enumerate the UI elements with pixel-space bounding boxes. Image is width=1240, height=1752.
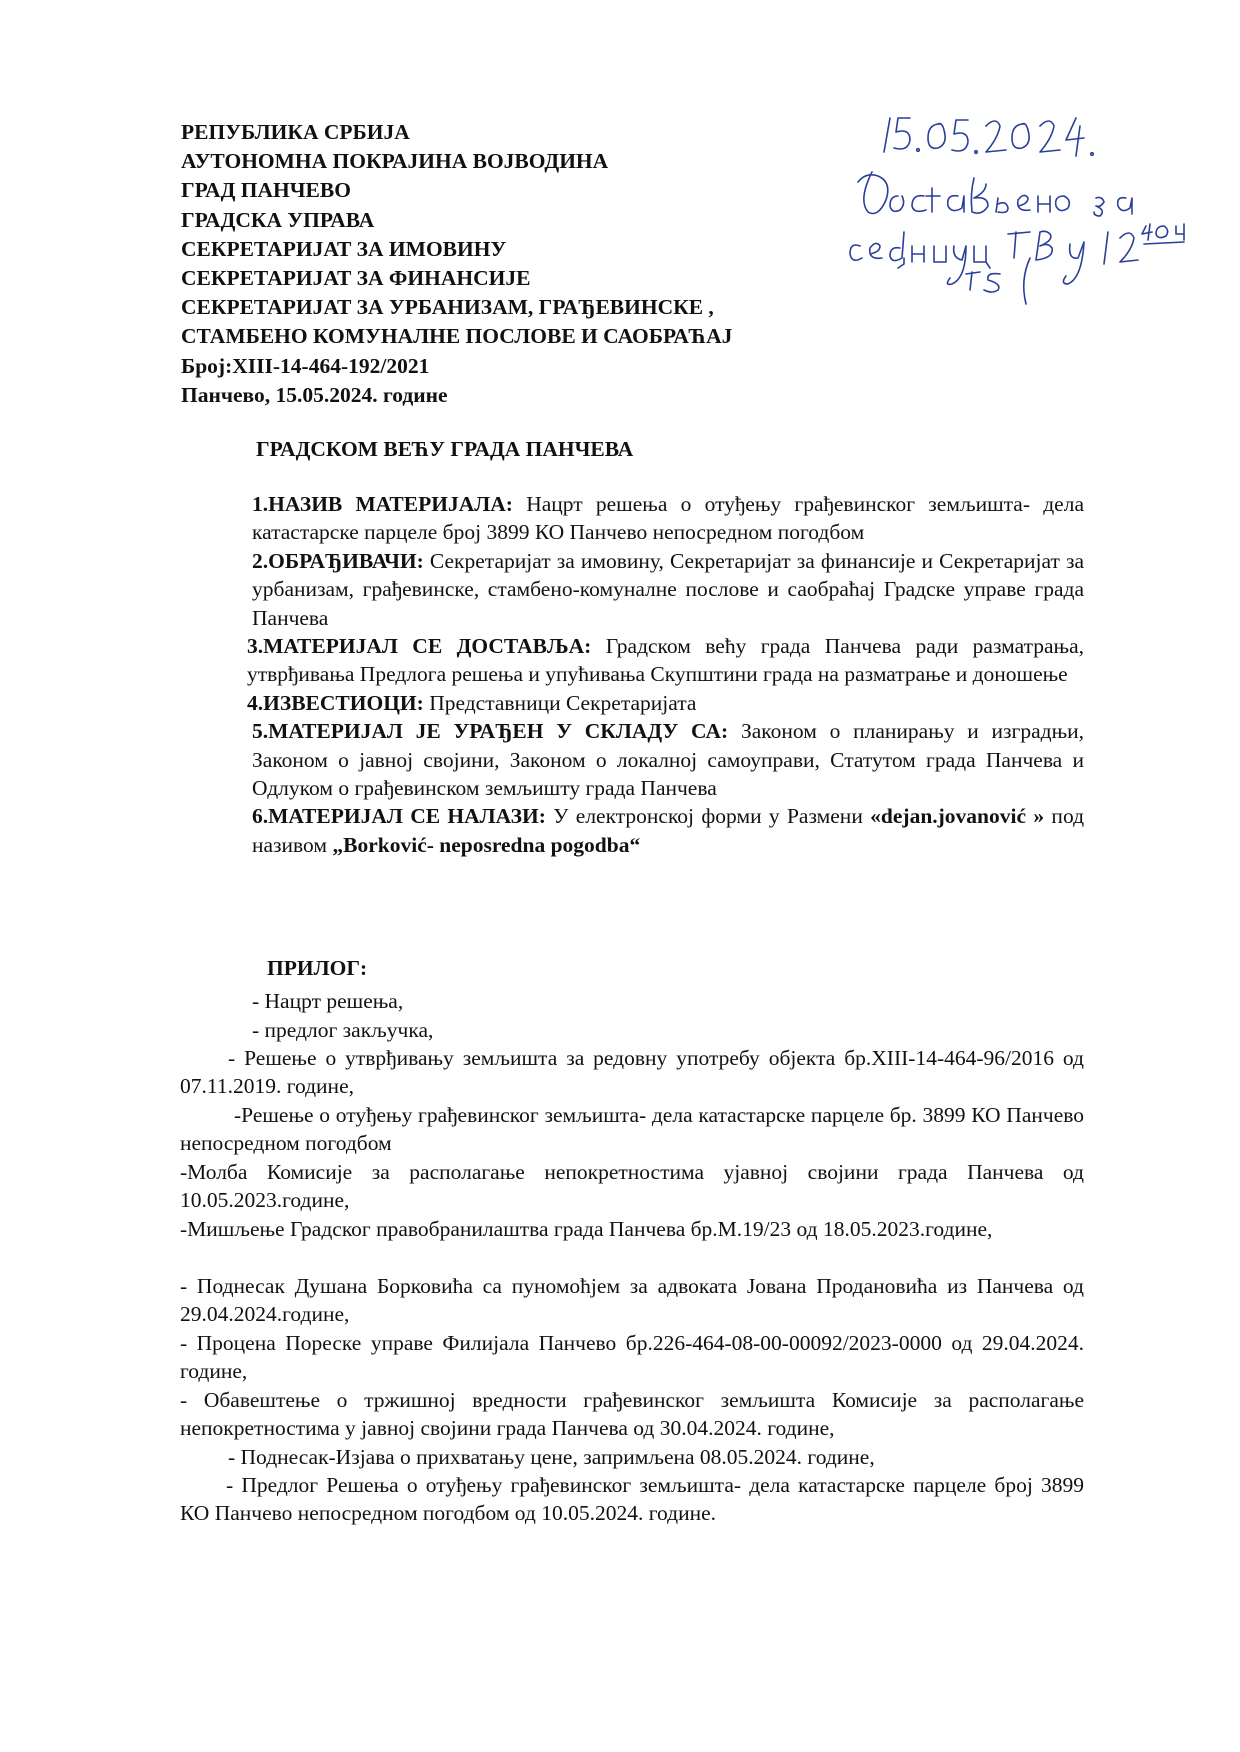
letterhead (181, 118, 861, 410)
item-text: Законом о планирању и изградњи, Законом о јавној својини, Законом о локалној самоуправи, Статутом града Панчева и Одлуком о грађевинском земљишту града Панчева (252, 719, 1085, 801)
item-prepared-by (252, 547, 1084, 632)
header-city: ГРАД ПАНЧЕВО (181, 178, 351, 203)
attachment-item: - Предлог Решења о отуђењу грађевинског земљишта- дела катастарске парцеле број 3899 КО Панчево непосредном погодбом од 10.05.2024. године. (180, 1473, 1084, 1526)
handwritten-note (840, 108, 1210, 308)
attachments-title: ПРИЛОГ: (267, 956, 368, 980)
attachment-item: - Поднесак Душана Борковића са пуномоћјем за адвоката Јована Продановића из Панчева од 29.04.2024.године, (180, 1274, 1084, 1327)
item-label: 4.ИЗВЕСТИОЦИ: (247, 690, 424, 715)
document-date: Панчево, 15.05.2024. године (181, 382, 448, 407)
item-legal-basis (252, 717, 1084, 802)
header-secretariat-finance: СЕКРЕТАРИЈАТ ЗА ФИНАНСИЈЕ (181, 266, 531, 291)
document-number: Број:XIII-14-464-192/2021 (181, 353, 430, 378)
attachment-item: -Молба Комисије за располагање непокретностима ујавној својини града Панчева од 10.05.2023.године, (180, 1160, 1084, 1213)
item-text: Секретаријат за имовину, Секретаријат за финансије и Секретаријат за урбанизам, грађевинске, стамбено-комуналне послове и саобраћај Градске управе града Панчева (252, 548, 1084, 630)
attachment-item: - Процена Пореске управе Филијала Панчево бр.226-464-08-00-00092/2023-0000 од 29.04.2024. године, (180, 1331, 1084, 1384)
addressee: ГРАДСКОМ ВЕЋУ ГРАДА ПАНЧЕВА (256, 437, 634, 461)
attachment-item: - Нацрт решења, (252, 989, 404, 1013)
header-country: РЕПУБЛИКА СРБИЈА (181, 120, 410, 144)
item-material-location (252, 802, 1084, 859)
item-text: Градском већу града Панчева ради разматрања, утврђивања Предлога решења и упућивања Скупштини града на разматрање и доношење (247, 634, 1084, 687)
item-material-name (252, 490, 1084, 547)
item-label: 3.МАТЕРИЈАЛ СЕ ДОСТАВЉА: (247, 634, 592, 659)
material-items (247, 490, 1085, 859)
item-label: 2.ОБРАЂИВАЧИ: (252, 548, 424, 573)
header-secretariat-property: СЕКРЕТАРИЈАТ ЗА ИМОВИНУ (181, 236, 507, 261)
attachment-item: - предлог закључка, (252, 1018, 434, 1042)
item-reporters (247, 689, 1084, 717)
item-label: 5.МАТЕРИЈАЛ ЈЕ УРАЂЕН У СКЛАДУ СА: (252, 719, 729, 744)
header-secretariat-urbanism-cont: СТАМБЕНО КОМУНАЛНЕ ПОСЛОВЕ И САОБРАЋАЈ (181, 324, 733, 349)
attachment-item: - Обавештење о тржишној вредности грађевинског земљишта Комисије за располагање непокретностима у јавној својини града Панчева од 30.04.2024. године, (180, 1388, 1084, 1441)
attachment-item: - Поднесак-Изјава о прихватању цене, запримљена 08.05.2024. године, (228, 1445, 875, 1469)
item-text: под називом (252, 804, 1085, 857)
header-province: АУТОНОМНА ПОКРАЈИНА ВОЈВОДИНА (181, 149, 609, 174)
attachment-item: - Решење о утврђивању земљишта за редовну употребу објекта бр.XIII-14-464-96/2016 од 07.11.2019. године, (180, 1046, 1084, 1099)
attachment-item: -Решење о отуђењу грађевинског земљишта- дела катастарске парцеле бр. 3899 КО Панчево непосредном погодбом (180, 1103, 1084, 1156)
header-secretariat-urbanism: СЕКРЕТАРИЈАТ ЗА УРБАНИЗАМ, ГРАЂЕВИНСКЕ , (181, 295, 714, 320)
item-text: У електронској форми у Размени (545, 804, 871, 829)
attachment-item: -Мишљење Градског правобранилаштва града Панчева бр.М.19/23 од 18.05.2023.године, (180, 1217, 993, 1241)
item-text: Нацрт решења о отуђењу грађевинског земљишта- дела катастарске парцеле број 3899 КО Панчево непосредном погодбом (252, 492, 1084, 545)
file-name: „Borković- neposredna pogodba“ (332, 832, 641, 857)
item-delivered-to (247, 632, 1084, 689)
item-label: 6.МАТЕРИЈАЛ СЕ НАЛАЗИ: (252, 804, 546, 829)
handwritten-note-drawing (840, 108, 1210, 308)
item-label: 1.НАЗИВ МАТЕРИЈАЛА: (252, 492, 513, 516)
exchange-folder: «dejan.jovanović » (870, 804, 1045, 829)
header-administration: ГРАДСКА УПРАВА (181, 207, 375, 232)
item-text: Представници Секретаријата (423, 690, 697, 715)
